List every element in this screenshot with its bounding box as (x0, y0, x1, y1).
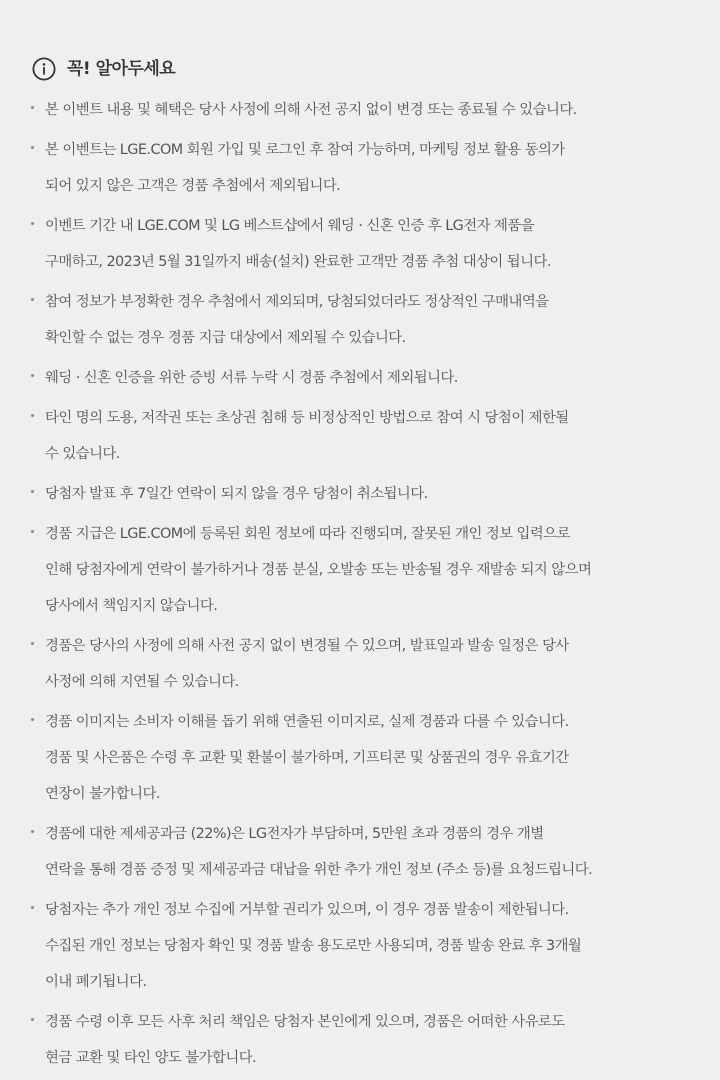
notice-item (0, 476, 720, 512)
notice-item-text: 경품 수령 이후 모든 사후 처리 책임은 당첨자 본인에게 있으며, 경품은 어떠한 사유로도 (45, 1014, 565, 1030)
notice-item-text: 확인할 수 없는 경우 경품 지급 대상에서 제외될 수 있습니다. (45, 330, 406, 346)
notice-item-text: 경품 이미지는 소비자 이해를 돕기 위해 연출된 이미지로, 실제 경품과 다를 수 있습니다. (45, 714, 569, 730)
notice-item (0, 704, 720, 812)
notice-item-text: 당사에서 책임지지 않습니다. (45, 598, 218, 614)
bullet-dot-icon (31, 414, 34, 417)
notice-item-text: 경품에 대한 제세공과금 (22%)은 LG전자가 부담하며, 5만원 초과 경품의 경우 개별 (45, 826, 544, 842)
notice-item-text: 되어 있지 않은 고객은 경품 추첨에서 제외됩니다. (45, 178, 341, 194)
bullet-dot-icon (31, 106, 34, 109)
bullet-dot-icon (31, 1018, 34, 1021)
bullet-dot-icon (31, 530, 34, 533)
notice-item-text: 구매하고, 2023년 5월 31일까지 배송(설치) 완료한 고객만 경품 추첨 대상이 됩니다. (45, 254, 551, 270)
bullet-dot-icon (31, 146, 34, 149)
notice-item-text: 본 이벤트 내용 및 혜택은 당사 사정에 의해 사전 공지 없이 변경 또는 종료될 수 있습니다. (45, 102, 577, 118)
notice-header (32, 56, 175, 82)
notice-item-text: 인해 당첨자에게 연락이 불가하거나 경품 분실, 오발송 또는 반송될 경우 재발송 되지 않으며 (45, 562, 592, 578)
notice-item (0, 284, 720, 356)
notice-item-text: 수 있습니다. (45, 446, 120, 462)
bullet-dot-icon (31, 490, 34, 493)
notice-title: 꼭! 알아두세요 (67, 59, 176, 79)
notice-item (0, 892, 720, 1000)
notice-item-text: 타인 명의 도용, 저작권 또는 초상권 침해 등 비정상적인 방법으로 참여 시 당첨이 제한될 (45, 410, 569, 426)
notice-item-text: 본 이벤트는 LGE.COM 회원 가입 및 로그인 후 참여 가능하며, 마케팅 정보 활용 동의가 (45, 142, 565, 158)
bullet-dot-icon (31, 830, 34, 833)
notice-item-text: 당첨자는 추가 개인 정보 수집에 거부할 권리가 있으며, 이 경우 경품 발송이 제한됩니다. (45, 902, 569, 918)
notice-item-text: 이벤트 기간 내 LGE.COM 및 LG 베스트샵에서 웨딩 · 신혼 인증 후 LG전자 제품을 (45, 218, 535, 234)
notice-item-text: 연장이 불가합니다. (45, 786, 160, 802)
bullet-dot-icon (31, 718, 34, 721)
notice-item-text: 현금 교환 및 타인 양도 불가합니다. (45, 1050, 257, 1066)
notice-item (0, 628, 720, 700)
notice-item-text: 경품은 당사의 사정에 의해 사전 공지 없이 변경될 수 있으며, 발표일과 발송 일정은 당사 (45, 638, 569, 654)
notice-item-text: 웨딩 · 신혼 인증을 위한 증빙 서류 누락 시 경품 추첨에서 제외됩니다. (45, 370, 458, 386)
notice-item-text: 사정에 의해 지연될 수 있습니다. (45, 674, 239, 690)
notice-item (0, 516, 720, 624)
notice-item-text: 이내 폐기됩니다. (45, 974, 147, 990)
notice-item (0, 816, 720, 888)
notice-item-text: 경품 및 사은품은 수령 후 교환 및 환불이 불가하며, 기프티콘 및 상품권의 경우 유효기간 (45, 750, 569, 766)
notice-item-text: 연락을 통해 경품 증정 및 제세공과금 대납을 위한 추가 개인 정보 (주소 등)를 요청드립니다. (45, 862, 593, 878)
notice-item (0, 92, 720, 128)
notice-item-text: 수집된 개인 정보는 당첨자 확인 및 경품 발송 용도로만 사용되며, 경품 발송 완료 후 3개월 (45, 938, 582, 954)
bullet-dot-icon (31, 298, 34, 301)
notice-item (0, 1004, 720, 1076)
notice-item (0, 208, 720, 280)
notice-list (0, 92, 720, 1080)
notice-item (0, 360, 720, 396)
info-circle-icon (32, 57, 56, 81)
notice-item-text: 당첨자 발표 후 7일간 연락이 되지 않을 경우 당첨이 취소됩니다. (45, 486, 428, 502)
bullet-dot-icon (31, 374, 34, 377)
notice-item-text: 참여 정보가 부정확한 경우 추첨에서 제외되며, 당첨되었더라도 정상적인 구매내역을 (45, 294, 549, 310)
bullet-dot-icon (31, 222, 34, 225)
bullet-dot-icon (31, 642, 34, 645)
notice-item-text: 경품 지급은 LGE.COM에 등록된 회원 정보에 따라 진행되며, 잘못된 개인 정보 입력으로 (45, 526, 570, 542)
bullet-dot-icon (31, 906, 34, 909)
notice-item (0, 400, 720, 472)
notice-item (0, 132, 720, 204)
